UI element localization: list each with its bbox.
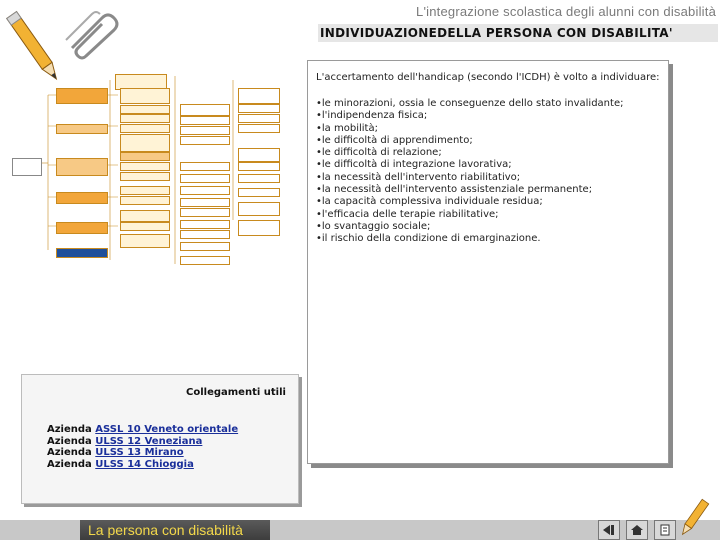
list-item-text: l'efficacia delle terapie riabilitative; [321,208,499,220]
diagram-box [180,136,230,145]
link-assl-10[interactable]: ASSL 10 Veneto orientale [95,424,239,435]
list-item [316,135,623,147]
diagram-box [238,148,280,162]
home-icon [630,524,644,536]
footer-label: La persona con disabilità [88,522,243,538]
bullet: • [316,233,322,245]
list-item-text: le difficoltà di relazione; [321,147,442,159]
diagram-box [180,230,230,239]
link-prefix: Azienda [47,458,96,470]
diagram-box [120,105,170,114]
forward-button[interactable] [676,496,712,540]
intro-text: L'accertamento dell'handicap (secondo l'ICDH) è volto a individuare: [316,72,660,83]
diagram-box [180,116,230,125]
page-title: L'integrazione scolastica degli alunni con disabilità [416,4,716,19]
link-ulss-13[interactable]: ULSS 13 Mirano [95,447,184,458]
bullet: • [316,220,322,232]
list-item-text: l'indipendenza fisica; [321,110,428,122]
paperclip-icon [62,10,122,60]
link-prefix: Azienda [47,424,96,435]
diagram-box [238,88,280,104]
diagram-box [56,248,108,258]
diagram-box [120,88,170,104]
bullet: • [316,184,322,196]
diagram-box [180,220,230,229]
diagram-box [238,202,280,216]
bullet: • [316,159,322,171]
diagram-box [238,162,280,171]
diagram-box [180,186,230,195]
list-item-text: la necessità dell'intervento assistenziale permanente; [321,184,593,196]
list-item [316,172,623,184]
diagram-box [180,126,230,135]
list-item [316,184,623,196]
diagram-box [12,158,42,176]
diagram-box [120,196,170,205]
diagram-box [238,124,280,133]
list-item [316,159,623,171]
bullet: • [316,171,322,183]
links-panel-title: Collegamenti utili [186,387,286,398]
criteria-list [316,98,623,246]
list-item [316,221,623,233]
link-row [47,424,238,436]
link-row [47,436,238,448]
list-item [316,98,623,110]
diagram-box [180,242,230,251]
diagram-box [180,174,230,183]
diagram-box [56,222,108,234]
bullet: • [316,134,322,146]
bullet: • [316,147,322,159]
diagram-box [238,188,280,197]
list-item [316,147,623,159]
diagram-box [238,220,280,236]
diagram-box [120,134,170,152]
diagram-box [120,234,170,248]
list-item-text: la mobilità; [321,122,378,134]
pencil-icon [676,496,712,540]
diagram-box [120,222,170,231]
list-item [316,209,623,221]
diagram-box [56,158,108,176]
list-item-text: le difficoltà di apprendimento; [321,134,473,146]
link-prefix: Azienda [47,447,96,458]
diagram-box [120,124,170,133]
diagram-box [238,104,280,113]
diagram-box [180,256,230,265]
bullet: • [316,196,322,208]
bullet: • [316,98,322,109]
link-row [47,447,238,459]
diagram-box [120,210,170,222]
diagram-box [56,88,108,104]
icdh-diagram [8,70,294,270]
document-button[interactable] [654,520,676,540]
diagram-box [180,162,230,171]
diagram-box [180,198,230,207]
list-item-text: la necessità dell'intervento riabilitativo; [321,171,521,183]
diagram-box [238,174,280,183]
back-button[interactable] [598,520,620,540]
diagram-box [56,124,108,134]
diagram-box [120,172,170,181]
section-subtitle: INDIVIDUAZIONEDELLA PERSONA CON DISABILITA' [318,24,718,42]
diagram-box [120,162,170,171]
link-ulss-12[interactable]: ULSS 12 Veneziana [95,435,203,447]
list-item [316,196,623,208]
link-prefix: Azienda [47,435,96,447]
diagram-box [180,208,230,217]
bullet: • [316,122,322,134]
home-button[interactable] [626,520,648,540]
list-item-text: la capacità complessiva individuale residua; [321,196,543,208]
list-item-text: le difficoltà di integrazione lavorativa; [321,159,512,171]
list-item [316,110,623,122]
link-row [47,459,238,471]
list-item [316,233,623,245]
list-item-text: il rischio della condizione di emarginazione. [321,233,541,245]
link-ulss-14[interactable]: ULSS 14 Chioggia [95,458,194,470]
diagram-box [56,192,108,204]
diagram-box [238,114,280,123]
back-icon [602,524,616,536]
list-item-text: le minorazioni, ossia le conseguenze dello stato invalidante; [321,98,624,109]
diagram-box [180,104,230,116]
links-list [47,424,238,470]
diagram-box [120,114,170,123]
list-item-text: lo svantaggio sociale; [321,220,431,232]
diagram-box [120,152,170,161]
list-item [316,123,623,135]
bullet: • [316,208,322,220]
bullet: • [316,110,322,122]
document-icon [658,524,672,536]
diagram-box [120,186,170,195]
